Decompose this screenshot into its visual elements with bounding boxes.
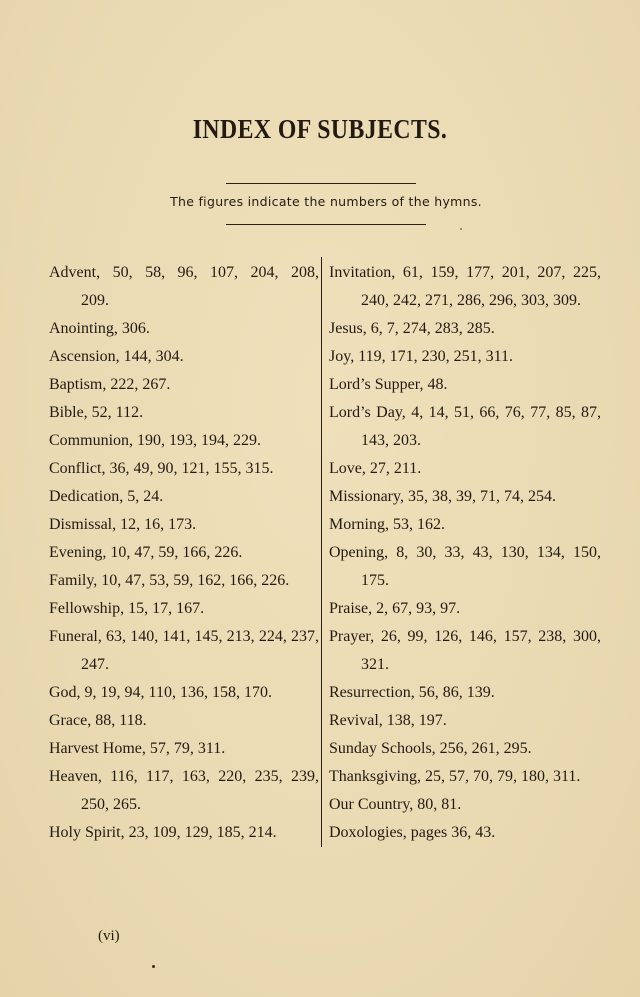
index-entry: Opening, 8, 30, 33, 43, 130, 134, 150, 175. [329, 544, 601, 589]
index-entry: Lord’s Supper, 48. [329, 376, 448, 393]
index-entry: Holy Spirit, 23, 109, 129, 185, 214. [49, 824, 277, 841]
index-entry: Revival, 138, 197. [329, 712, 447, 729]
column-divider [321, 257, 322, 847]
index-entry: Harvest Home, 57, 79, 311. [49, 740, 226, 757]
index-column-right [329, 259, 601, 847]
index-entry: Dedication, 5, 24. [49, 488, 164, 505]
index-entry: Love, 27, 211. [329, 460, 422, 477]
index-entry: Dismissal, 12, 16, 173. [49, 516, 197, 533]
index-entry: Funeral, 63, 140, 141, 145, 213, 224, 237, 247. [49, 628, 319, 673]
index-entry: Baptism, 222, 267. [49, 376, 171, 393]
index-entry: Evening, 10, 47, 59, 166, 226. [49, 544, 243, 561]
index-entry: Resurrection, 56, 86, 139. [329, 684, 495, 701]
index-entry: Anointing, 306. [49, 320, 150, 337]
page-number: (vi) [98, 928, 120, 944]
title-rule-bottom [226, 224, 426, 225]
index-entry: Prayer, 26, 99, 126, 146, 157, 238, 300, 321. [329, 628, 601, 673]
index-entry: Advent, 50, 58, 96, 107, 204, 208, 209. [49, 264, 319, 309]
index-entry: Sunday Schools, 256, 261, 295. [329, 740, 532, 757]
index-entry: Joy, 119, 171, 230, 251, 311. [329, 348, 513, 365]
index-column-left [49, 259, 319, 847]
title-rule-top [226, 183, 416, 184]
index-entry: Morning, 53, 162. [329, 516, 445, 533]
index-entry: Jesus, 6, 7, 274, 283, 285. [329, 320, 495, 337]
index-entry: God, 9, 19, 94, 110, 136, 158, 170. [49, 684, 272, 701]
subtitle: The figures indicate the numbers of the hymns. [170, 194, 482, 209]
index-entry: Doxologies, pages 36, 43. [329, 824, 496, 841]
index-entry: Our Country, 80, 81. [329, 796, 462, 813]
index-entry: Family, 10, 47, 53, 59, 162, 166, 226. [49, 572, 290, 589]
index-entry: Grace, 88, 118. [49, 712, 147, 729]
index-entry: Fellowship, 15, 17, 167. [49, 600, 205, 617]
index-entry: Ascension, 144, 304. [49, 348, 184, 365]
index-entry: Heaven, 116, 117, 163, 220, 235, 239, 250, 265. [49, 768, 319, 813]
index-entry: Lord’s Day, 4, 14, 51, 66, 76, 77, 85, 87, 143, 203. [329, 404, 601, 449]
index-entry: Praise, 2, 67, 93, 97. [329, 600, 461, 617]
index-entry: Missionary, 35, 38, 39, 71, 74, 254. [329, 488, 556, 505]
index-entry: Conflict, 36, 49, 90, 121, 155, 315. [49, 460, 274, 477]
page-title: INDEX OF SUBJECTS. [192, 114, 448, 144]
index-entry: Communion, 190, 193, 194, 229. [49, 432, 262, 449]
index-entry: Bible, 52, 112. [49, 404, 144, 421]
ink-speck [152, 965, 155, 968]
ink-speck [460, 228, 462, 230]
index-entry: Thanksgiving, 25, 57, 70, 79, 180, 311. [329, 768, 581, 785]
index-entry: Invitation, 61, 159, 177, 201, 207, 225, 240, 242, 271, 286, 296, 303, 309. [329, 264, 601, 309]
